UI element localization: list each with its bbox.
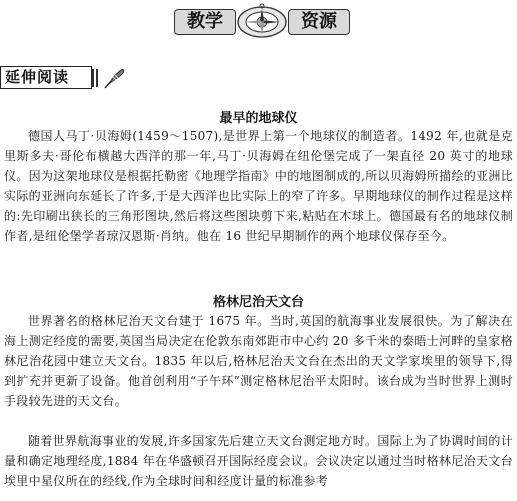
divider: [96, 69, 98, 87]
compass-icon: [236, 3, 288, 39]
article-title: 格林尼治天文台: [212, 295, 304, 310]
banner-left-label: 教学: [174, 9, 236, 35]
banner-right-label: 资源: [288, 9, 350, 35]
resource-banner: [172, 3, 352, 37]
article-body: 世界著名的格林尼治天文台建于 1675 年。当时,英国的航海事业发展很快。为了解决在海上测定经度的需要,英国当局决定在伦敦东南郊距市中心约 20 多千米的泰晤士河畔的皇家格林尼治花园中建立天文台。1835 年以后,格林尼治天文台在杰出的天文学家埃里的领导下,得到扩充并更新了设备。他首创利用“子午环”测定格林尼治平太阳时。该台成为当时世界上测时手段较先进的天文台。: [4, 314, 513, 408]
feather-icon: [100, 66, 126, 90]
article-title: 最早的地球仪: [219, 111, 298, 126]
section-label: 延伸阅读: [0, 66, 92, 89]
section-header: [0, 66, 517, 90]
article-body: 随着世界航海事业的发展,许多国家先后建立天文台测定地方时。国际上为了协调时间的计量和确定地理经度,1884 年在华盛顿召开国际经度会议。会议决定以通过当时格林尼治天文台埃里中星仪所在的经线,作为全球时间和经度计量的标准参考: [4, 434, 513, 488]
article-body: 德国人马丁·贝海姆(1459～1507),是世界上第一个地球仪的制造者。1492 年,也就是克里斯多夫·哥伦布横越大西洋的那一年,马丁·贝海姆在纽伦堡完成了一架直径 20 英寸的地球仪。因为这架地球仪是根据托勒密《地理学指南》中的地图制成的,所以贝海姆所描绘的亚洲比实际的亚洲向东延长了许多,于是大西洋也比实际上的窄了许多。早期地球仪的制作过程是这样的:先印刷出狭长的三角形图块,然后将这些图块剪下来,粘贴在木球上。德国最有名的地球仪制作者,是纽伦堡学者琼汉恩斯·肖纳。他在 16 世纪早期制作的两个地球仪保存至今。: [4, 129, 513, 243]
divider: [92, 69, 94, 87]
